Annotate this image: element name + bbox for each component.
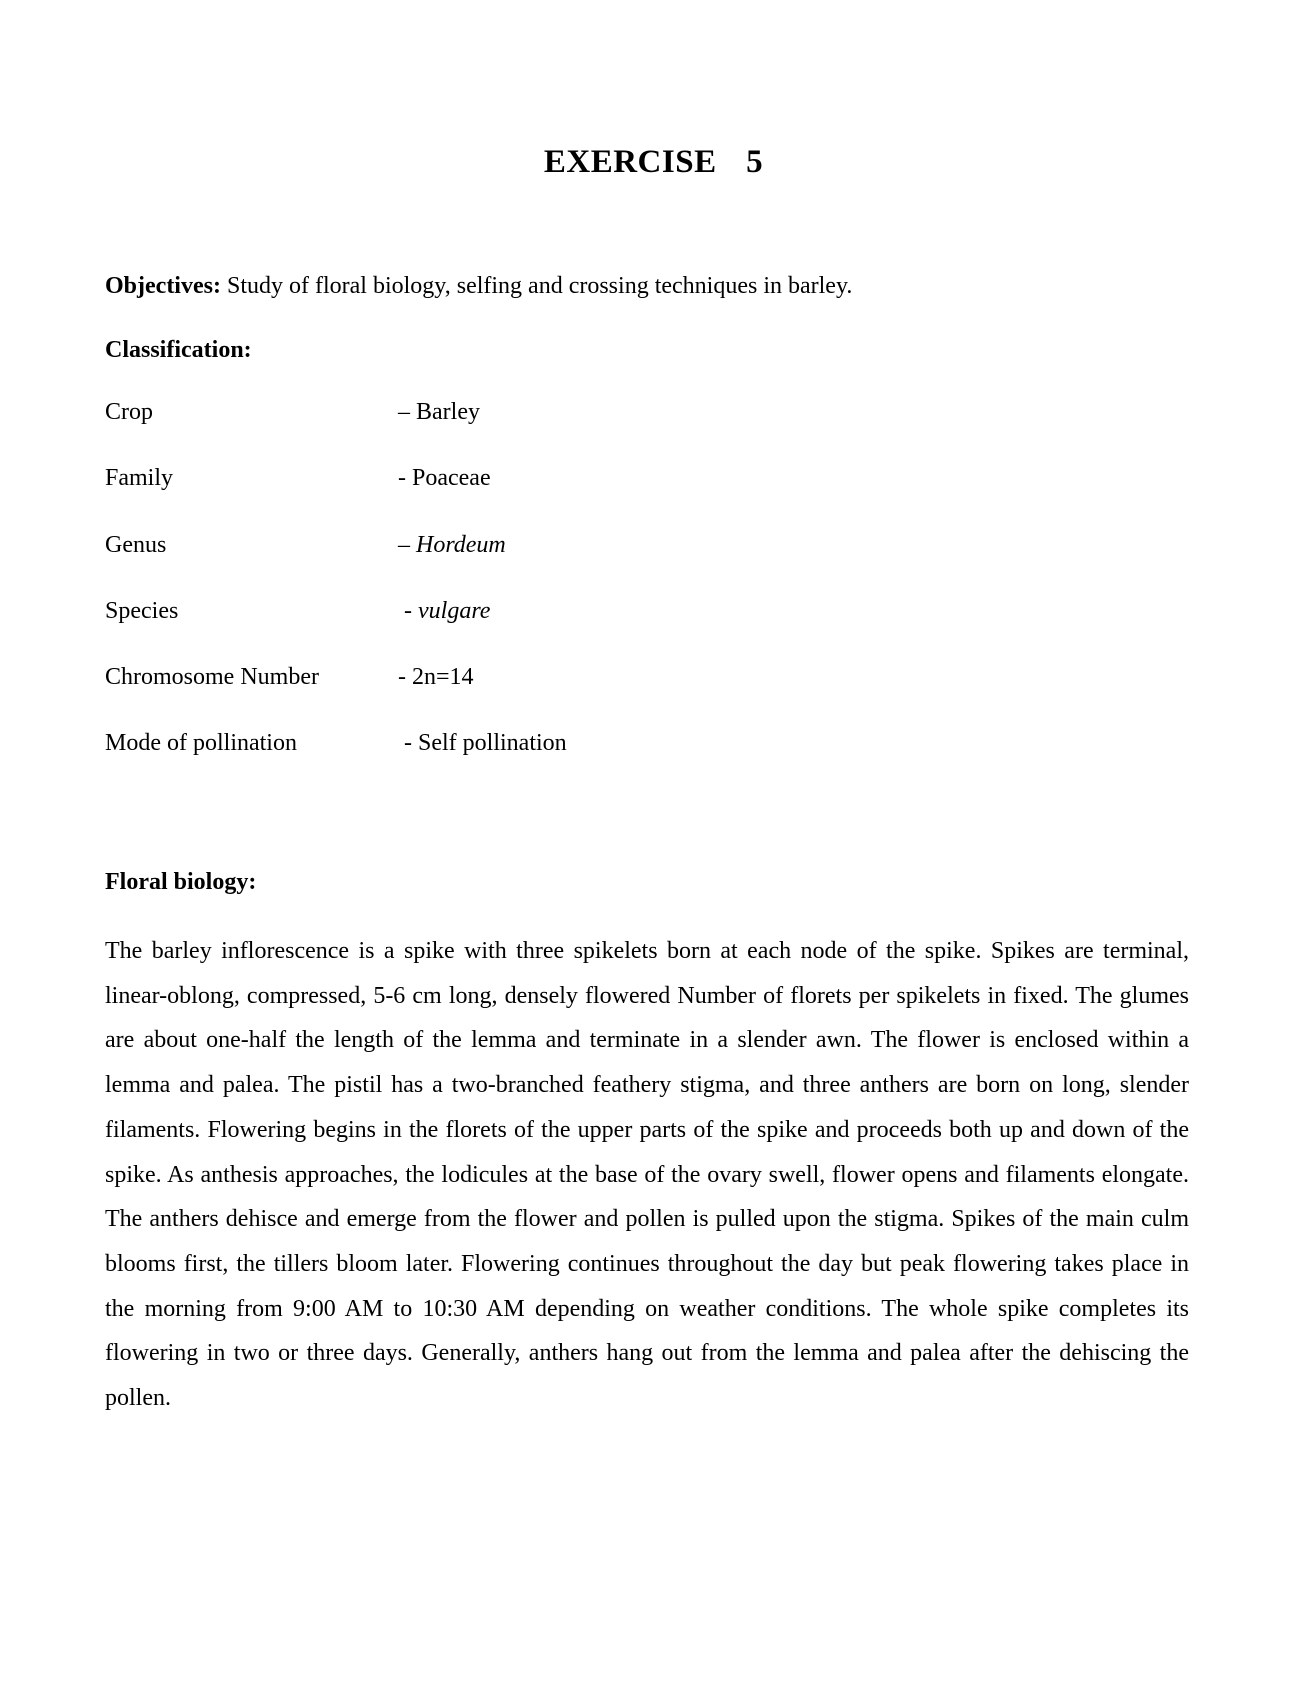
classification-row-species bbox=[105, 598, 805, 628]
row-value-text: Hordeum bbox=[416, 532, 506, 558]
row-value bbox=[398, 730, 567, 757]
row-value bbox=[398, 664, 474, 691]
row-label: Family bbox=[105, 465, 174, 491]
row-dash: - bbox=[398, 465, 412, 491]
classification-row-mode-of-pollination bbox=[105, 730, 805, 760]
row-label: Species bbox=[105, 598, 179, 624]
page-title: EXERCISE 5 bbox=[543, 144, 764, 180]
row-dash: - bbox=[398, 598, 418, 624]
floral-biology-heading: Floral biology: bbox=[105, 869, 257, 895]
classification-row-crop bbox=[105, 399, 805, 429]
row-label: Crop bbox=[105, 399, 153, 425]
row-label: Genus bbox=[105, 532, 167, 558]
row-value-text: 2n=14 bbox=[412, 664, 474, 690]
classification-heading: Classification: bbox=[105, 337, 252, 363]
row-value bbox=[398, 598, 490, 625]
classification-row-chromosome-number bbox=[105, 664, 805, 694]
row-value-text: vulgare bbox=[418, 598, 491, 624]
floral-biology-paragraph: The barley inflorescence is a spike with three spikelets born at each node of the spike. Spikes are terminal, linear-oblong, compressed, 5-6 cm long, densely flowered Number of florets per spikelets in fixed. The glumes are about one-half the length of the lemma and terminate in a slender awn. The flower is enclosed within a lemma and palea. The pistil has a two-branched feathery stigma, and three anthers are born on long, slender filaments. Flowering begins in the florets of the upper parts of the spike and proceeds both up and down of the spike. As anthesis approaches, the lodicules at the base of the ovary swell, flower opens and filaments elongate. The anthers dehisce and emerge from the flower and pollen is pulled upon the stigma. Spikes of the main culm blooms first, the tillers bloom later. Flowering continues throughout the day but peak flowering takes place in the morning from 9:00 AM to 10:30 AM depending on weather conditions. The whole spike completes its flowering in two or three days. Generally, anthers hang out from the lemma and palea after the dehiscing the pollen. bbox=[105, 938, 1189, 1412]
classification-row-genus bbox=[105, 532, 805, 562]
row-value-text: Self pollination bbox=[418, 730, 567, 756]
row-value bbox=[398, 465, 491, 492]
objectives-label: Objectives: bbox=[105, 273, 221, 299]
objectives-line bbox=[105, 273, 852, 300]
row-dash: – bbox=[398, 399, 416, 425]
row-dash: - bbox=[398, 664, 412, 690]
row-dash: – bbox=[398, 532, 416, 558]
classification-row-family bbox=[105, 465, 805, 495]
row-value-text: Barley bbox=[416, 399, 480, 425]
row-value bbox=[398, 532, 506, 559]
row-label: Chromosome Number bbox=[105, 664, 319, 690]
objectives-text: Study of floral biology, selfing and crossing techniques in barley. bbox=[220, 273, 853, 299]
row-dash: - bbox=[398, 730, 418, 756]
row-value-text: Poaceae bbox=[412, 465, 491, 491]
row-label: Mode of pollination bbox=[105, 730, 297, 756]
row-value bbox=[398, 399, 480, 426]
